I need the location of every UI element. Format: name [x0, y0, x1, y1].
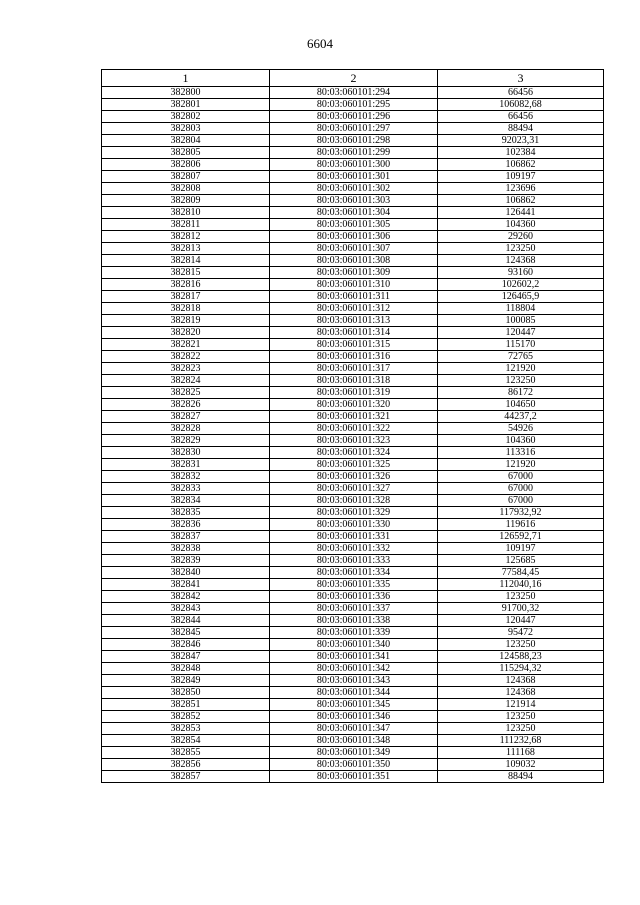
table-row: [102, 627, 604, 639]
record-number-cell: 382846: [102, 639, 270, 651]
record-number-cell: 382804: [102, 135, 270, 147]
value-cell: 124368: [438, 675, 604, 687]
value-cell: 123250: [438, 591, 604, 603]
table-row: [102, 195, 604, 207]
value-cell: 93160: [438, 267, 604, 279]
table-row: [102, 315, 604, 327]
value-cell: 67000: [438, 495, 604, 507]
value-cell: 106082,68: [438, 99, 604, 111]
record-number-cell: 382809: [102, 195, 270, 207]
value-cell: 109197: [438, 171, 604, 183]
table-row: [102, 723, 604, 735]
column-header-3: 3: [438, 70, 604, 87]
value-cell: 119616: [438, 519, 604, 531]
record-number-cell: 382845: [102, 627, 270, 639]
table-row: [102, 87, 604, 99]
cadastral-number-cell: 80:03:060101:323: [270, 435, 438, 447]
cadastral-number-cell: 80:03:060101:316: [270, 351, 438, 363]
value-cell: 106862: [438, 159, 604, 171]
table-row: [102, 279, 604, 291]
table-row: [102, 423, 604, 435]
value-cell: 106862: [438, 195, 604, 207]
record-number-cell: 382844: [102, 615, 270, 627]
record-number-cell: 382805: [102, 147, 270, 159]
record-number-cell: 382854: [102, 735, 270, 747]
record-number-cell: 382825: [102, 387, 270, 399]
cadastral-number-cell: 80:03:060101:301: [270, 171, 438, 183]
record-number-cell: 382802: [102, 111, 270, 123]
table-row: [102, 459, 604, 471]
cadastral-number-cell: 80:03:060101:318: [270, 375, 438, 387]
record-number-cell: 382852: [102, 711, 270, 723]
cadastral-number-cell: 80:03:060101:347: [270, 723, 438, 735]
value-cell: 123696: [438, 183, 604, 195]
cadastral-number-cell: 80:03:060101:295: [270, 99, 438, 111]
table-row: [102, 123, 604, 135]
record-number-cell: 382820: [102, 327, 270, 339]
column-header-2: 2: [270, 70, 438, 87]
column-header-1: 1: [102, 70, 270, 87]
table-row: [102, 111, 604, 123]
record-number-cell: 382857: [102, 771, 270, 783]
value-cell: 44237,2: [438, 411, 604, 423]
table-row: [102, 471, 604, 483]
table-row: [102, 555, 604, 567]
record-number-cell: 382851: [102, 699, 270, 711]
value-cell: 104360: [438, 219, 604, 231]
cadastral-number-cell: 80:03:060101:326: [270, 471, 438, 483]
table-row: [102, 543, 604, 555]
table-row: [102, 267, 604, 279]
record-number-cell: 382823: [102, 363, 270, 375]
record-number-cell: 382817: [102, 291, 270, 303]
record-number-cell: 382833: [102, 483, 270, 495]
table-row: [102, 387, 604, 399]
cadastral-number-cell: 80:03:060101:333: [270, 555, 438, 567]
value-cell: 111232,68: [438, 735, 604, 747]
cadastral-number-cell: 80:03:060101:315: [270, 339, 438, 351]
table-row: [102, 567, 604, 579]
value-cell: 66456: [438, 87, 604, 99]
value-cell: 102602,2: [438, 279, 604, 291]
value-cell: 115170: [438, 339, 604, 351]
table-row: [102, 735, 604, 747]
cadastral-number-cell: 80:03:060101:341: [270, 651, 438, 663]
cadastral-number-cell: 80:03:060101:330: [270, 519, 438, 531]
cadastral-number-cell: 80:03:060101:339: [270, 627, 438, 639]
cadastral-number-cell: 80:03:060101:307: [270, 243, 438, 255]
table-row: [102, 207, 604, 219]
table-row: [102, 375, 604, 387]
cadastral-number-cell: 80:03:060101:321: [270, 411, 438, 423]
cadastral-number-cell: 80:03:060101:302: [270, 183, 438, 195]
cadastral-number-cell: 80:03:060101:327: [270, 483, 438, 495]
record-number-cell: 382807: [102, 171, 270, 183]
record-number-cell: 382841: [102, 579, 270, 591]
cadastral-number-cell: 80:03:060101:308: [270, 255, 438, 267]
cadastral-number-cell: 80:03:060101:319: [270, 387, 438, 399]
cadastral-number-cell: 80:03:060101:306: [270, 231, 438, 243]
table-row: [102, 159, 604, 171]
table-row: [102, 483, 604, 495]
table-row: [102, 243, 604, 255]
record-number-cell: 382808: [102, 183, 270, 195]
table-row: [102, 399, 604, 411]
value-cell: 117932,92: [438, 507, 604, 519]
value-cell: 115294,32: [438, 663, 604, 675]
record-number-cell: 382801: [102, 99, 270, 111]
value-cell: 92023,31: [438, 135, 604, 147]
table-row: [102, 231, 604, 243]
record-number-cell: 382829: [102, 435, 270, 447]
table-row: [102, 171, 604, 183]
record-number-cell: 382847: [102, 651, 270, 663]
cadastral-number-cell: 80:03:060101:317: [270, 363, 438, 375]
cadastral-number-cell: 80:03:060101:312: [270, 303, 438, 315]
record-number-cell: 382803: [102, 123, 270, 135]
value-cell: 126592,71: [438, 531, 604, 543]
cadastral-number-cell: 80:03:060101:344: [270, 687, 438, 699]
value-cell: 123250: [438, 639, 604, 651]
value-cell: 126465,9: [438, 291, 604, 303]
cadastral-number-cell: 80:03:060101:324: [270, 447, 438, 459]
table-row: [102, 639, 604, 651]
record-number-cell: 382800: [102, 87, 270, 99]
record-number-cell: 382824: [102, 375, 270, 387]
header-row: [102, 70, 604, 87]
table-row: [102, 303, 604, 315]
record-number-cell: 382830: [102, 447, 270, 459]
table-row: [102, 711, 604, 723]
value-cell: 67000: [438, 483, 604, 495]
cadastral-number-cell: 80:03:060101:348: [270, 735, 438, 747]
value-cell: 125685: [438, 555, 604, 567]
record-number-cell: 382827: [102, 411, 270, 423]
cadastral-number-cell: 80:03:060101:300: [270, 159, 438, 171]
cadastral-number-cell: 80:03:060101:294: [270, 87, 438, 99]
cadastral-number-cell: 80:03:060101:343: [270, 675, 438, 687]
record-number-cell: 382828: [102, 423, 270, 435]
table-row: [102, 579, 604, 591]
record-number-cell: 382814: [102, 255, 270, 267]
cadastral-number-cell: 80:03:060101:340: [270, 639, 438, 651]
value-cell: 66456: [438, 111, 604, 123]
cadastral-number-cell: 80:03:060101:303: [270, 195, 438, 207]
value-cell: 124588,23: [438, 651, 604, 663]
cadastral-number-cell: 80:03:060101:345: [270, 699, 438, 711]
cadastral-number-cell: 80:03:060101:331: [270, 531, 438, 543]
table-row: [102, 519, 604, 531]
value-cell: 88494: [438, 771, 604, 783]
cadastral-number-cell: 80:03:060101:305: [270, 219, 438, 231]
record-number-cell: 382842: [102, 591, 270, 603]
cadastral-number-cell: 80:03:060101:325: [270, 459, 438, 471]
value-cell: 120447: [438, 327, 604, 339]
table-row: [102, 99, 604, 111]
value-cell: 86172: [438, 387, 604, 399]
cadastral-number-cell: 80:03:060101:350: [270, 759, 438, 771]
table-row: [102, 183, 604, 195]
value-cell: 124368: [438, 687, 604, 699]
cadastral-number-cell: 80:03:060101:346: [270, 711, 438, 723]
record-number-cell: 382834: [102, 495, 270, 507]
table-row: [102, 255, 604, 267]
table-row: [102, 615, 604, 627]
cadastral-number-cell: 80:03:060101:329: [270, 507, 438, 519]
cadastral-number-cell: 80:03:060101:349: [270, 747, 438, 759]
table-row: [102, 147, 604, 159]
value-cell: 100085: [438, 315, 604, 327]
table-row: [102, 675, 604, 687]
value-cell: 123250: [438, 243, 604, 255]
record-number-cell: 382856: [102, 759, 270, 771]
cadastral-number-cell: 80:03:060101:332: [270, 543, 438, 555]
cadastral-number-cell: 80:03:060101:335: [270, 579, 438, 591]
value-cell: 112040,16: [438, 579, 604, 591]
record-number-cell: 382826: [102, 399, 270, 411]
table-row: [102, 759, 604, 771]
table-row: [102, 327, 604, 339]
record-number-cell: 382816: [102, 279, 270, 291]
value-cell: 121920: [438, 459, 604, 471]
table-row: [102, 339, 604, 351]
record-number-cell: 382819: [102, 315, 270, 327]
value-cell: 124368: [438, 255, 604, 267]
cadastral-number-cell: 80:03:060101:304: [270, 207, 438, 219]
record-number-cell: 382811: [102, 219, 270, 231]
record-number-cell: 382849: [102, 675, 270, 687]
record-number-cell: 382812: [102, 231, 270, 243]
table-row: [102, 219, 604, 231]
record-number-cell: 382840: [102, 567, 270, 579]
cadastral-number-cell: 80:03:060101:314: [270, 327, 438, 339]
table-row: [102, 687, 604, 699]
record-number-cell: 382835: [102, 507, 270, 519]
table-row: [102, 663, 604, 675]
record-number-cell: 382831: [102, 459, 270, 471]
value-cell: 102384: [438, 147, 604, 159]
value-cell: 123250: [438, 375, 604, 387]
table-row: [102, 135, 604, 147]
value-cell: 109197: [438, 543, 604, 555]
value-cell: 72765: [438, 351, 604, 363]
cadastral-number-cell: 80:03:060101:320: [270, 399, 438, 411]
record-number-cell: 382838: [102, 543, 270, 555]
value-cell: 113316: [438, 447, 604, 459]
table-row: [102, 531, 604, 543]
cadastral-number-cell: 80:03:060101:296: [270, 111, 438, 123]
record-number-cell: 382855: [102, 747, 270, 759]
value-cell: 91700,32: [438, 603, 604, 615]
value-cell: 121920: [438, 363, 604, 375]
table-row: [102, 507, 604, 519]
record-number-cell: 382818: [102, 303, 270, 315]
record-number-cell: 382813: [102, 243, 270, 255]
cadastral-number-cell: 80:03:060101:351: [270, 771, 438, 783]
value-cell: 123250: [438, 723, 604, 735]
value-cell: 67000: [438, 471, 604, 483]
cadastral-number-cell: 80:03:060101:322: [270, 423, 438, 435]
record-number-cell: 382821: [102, 339, 270, 351]
value-cell: 120447: [438, 615, 604, 627]
record-number-cell: 382850: [102, 687, 270, 699]
table-row: [102, 291, 604, 303]
record-number-cell: 382810: [102, 207, 270, 219]
table-row: [102, 363, 604, 375]
table-body: [102, 87, 604, 783]
table-row: [102, 447, 604, 459]
record-number-cell: 382822: [102, 351, 270, 363]
value-cell: 54926: [438, 423, 604, 435]
table-row: [102, 747, 604, 759]
record-number-cell: 382832: [102, 471, 270, 483]
record-number-cell: 382853: [102, 723, 270, 735]
record-number-cell: 382843: [102, 603, 270, 615]
value-cell: 126441: [438, 207, 604, 219]
value-cell: 118804: [438, 303, 604, 315]
cadastral-number-cell: 80:03:060101:313: [270, 315, 438, 327]
value-cell: 95472: [438, 627, 604, 639]
value-cell: 104360: [438, 435, 604, 447]
record-number-cell: 382815: [102, 267, 270, 279]
table-row: [102, 411, 604, 423]
cadastral-number-cell: 80:03:060101:299: [270, 147, 438, 159]
cadastral-number-cell: 80:03:060101:328: [270, 495, 438, 507]
cadastral-number-cell: 80:03:060101:334: [270, 567, 438, 579]
value-cell: 121914: [438, 699, 604, 711]
record-number-cell: 382836: [102, 519, 270, 531]
table-header: [102, 70, 604, 87]
value-cell: 111168: [438, 747, 604, 759]
value-cell: 88494: [438, 123, 604, 135]
value-cell: 104650: [438, 399, 604, 411]
record-number-cell: 382839: [102, 555, 270, 567]
cadastral-number-cell: 80:03:060101:311: [270, 291, 438, 303]
data-table: [101, 69, 604, 783]
value-cell: 123250: [438, 711, 604, 723]
cadastral-number-cell: 80:03:060101:298: [270, 135, 438, 147]
table-row: [102, 435, 604, 447]
value-cell: 109032: [438, 759, 604, 771]
cadastral-number-cell: 80:03:060101:310: [270, 279, 438, 291]
cadastral-number-cell: 80:03:060101:309: [270, 267, 438, 279]
table-row: [102, 603, 604, 615]
table-row: [102, 771, 604, 783]
value-cell: 29260: [438, 231, 604, 243]
table-row: [102, 699, 604, 711]
cadastral-number-cell: 80:03:060101:342: [270, 663, 438, 675]
record-number-cell: 382848: [102, 663, 270, 675]
cadastral-number-cell: 80:03:060101:337: [270, 603, 438, 615]
record-number-cell: 382806: [102, 159, 270, 171]
cadastral-number-cell: 80:03:060101:297: [270, 123, 438, 135]
table-row: [102, 351, 604, 363]
table-row: [102, 651, 604, 663]
value-cell: 77584,45: [438, 567, 604, 579]
table-row: [102, 495, 604, 507]
cadastral-number-cell: 80:03:060101:336: [270, 591, 438, 603]
cadastral-number-cell: 80:03:060101:338: [270, 615, 438, 627]
table-row: [102, 591, 604, 603]
page-number: 6604: [307, 36, 333, 51]
record-number-cell: 382837: [102, 531, 270, 543]
